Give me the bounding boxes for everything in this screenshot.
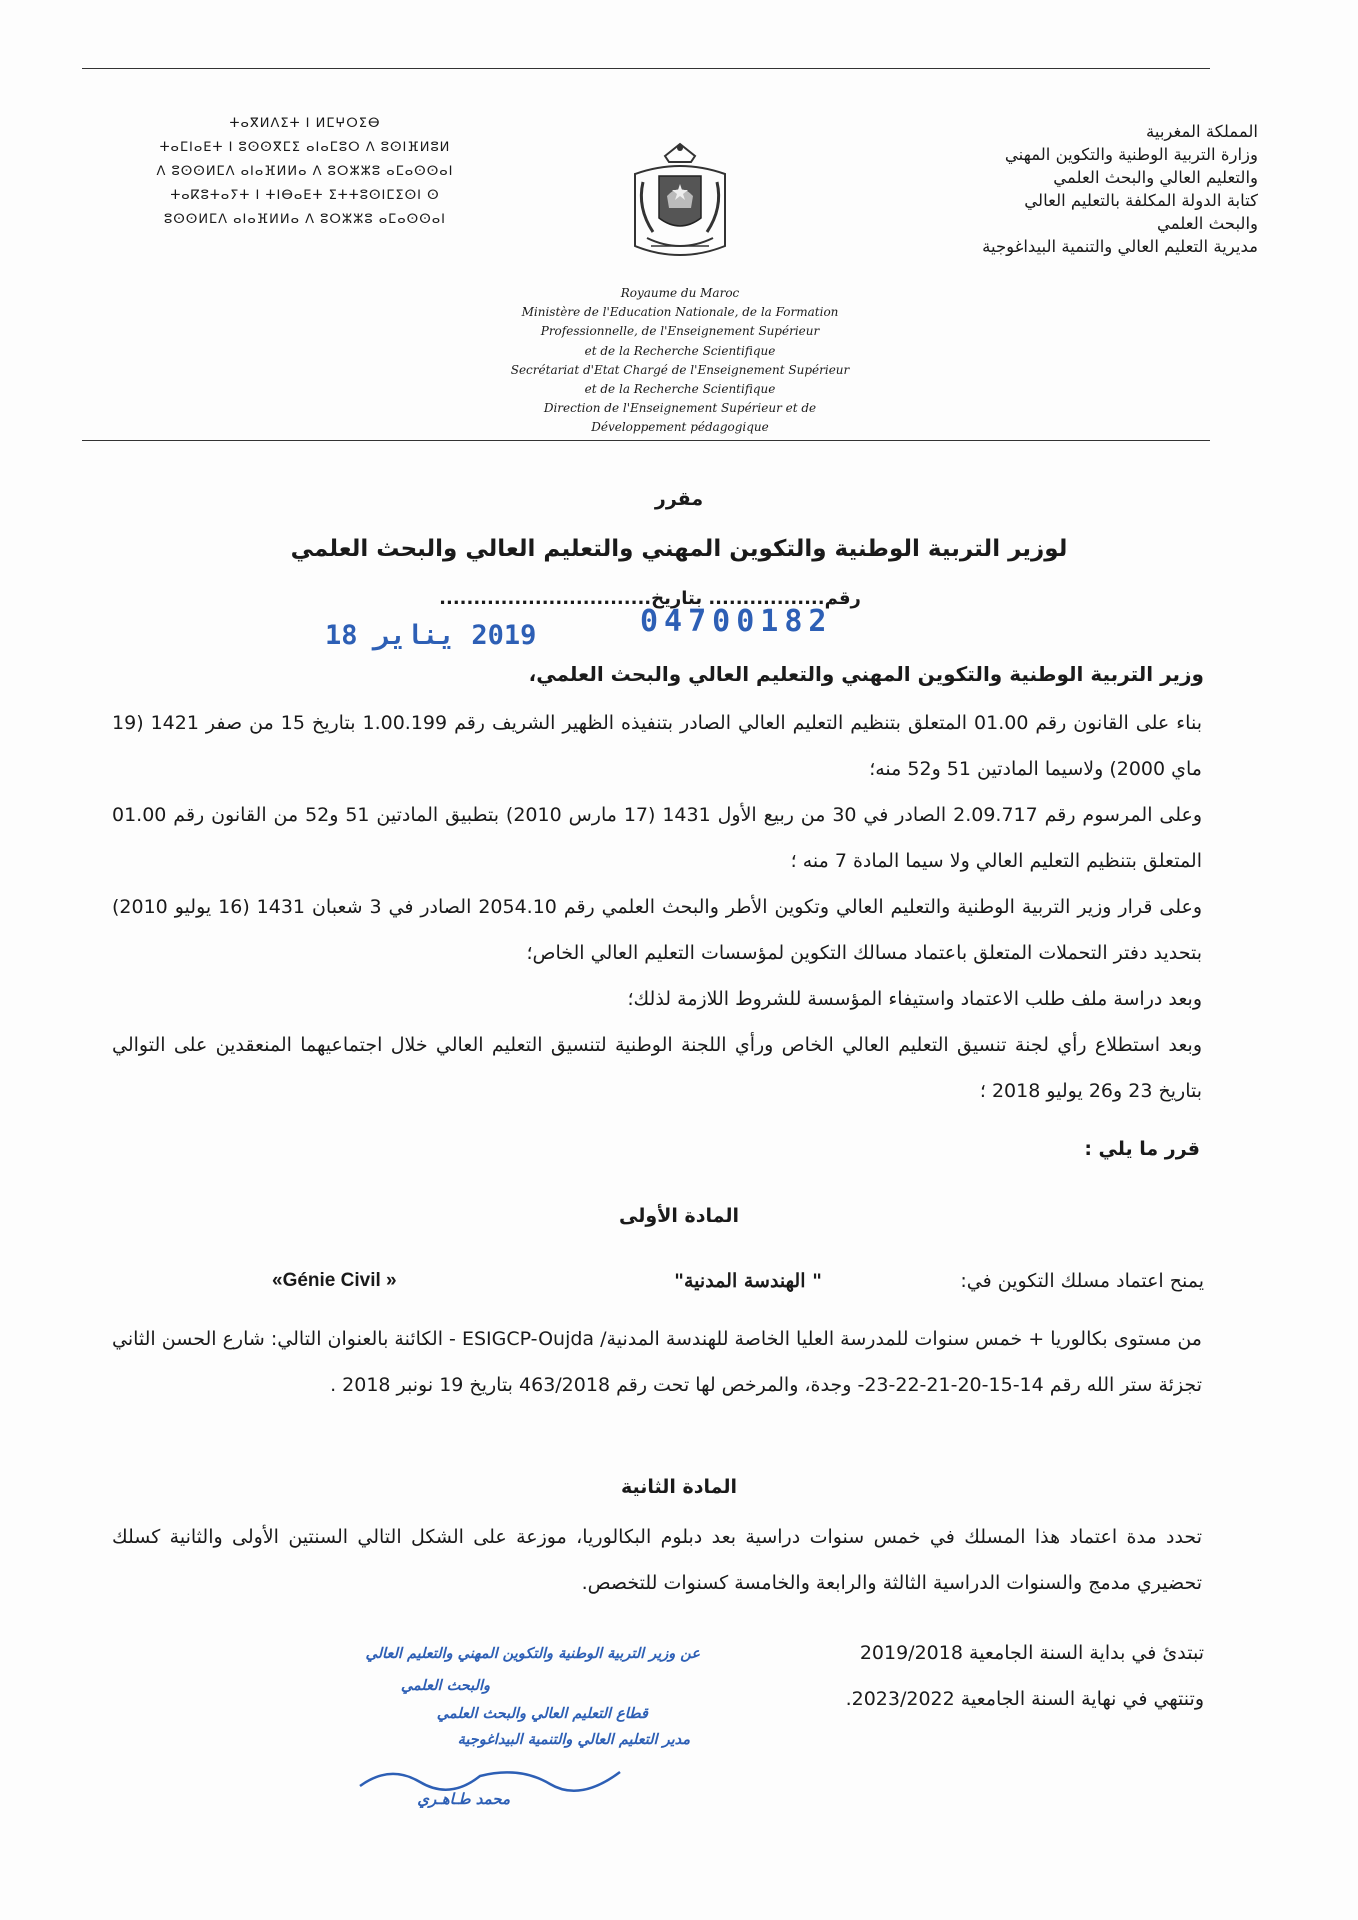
header-tifinagh-line: ⵓⵙⵙⵍⵎⴷ ⴰⵏⴰⴼⵍⵍⴰ ⴷ ⵓⵔⵣⵣⵓ ⴰⵎⴰⵙⵙⴰⵏ (164, 212, 446, 227)
preamble-paragraph: وعلى قرار وزير التربية الوطنية والتعليم العالي وتكوين الأطر والبحث العلمي رقم 2054.10 الصادر في 3 شعبان 1431 (16 يوليو 2010) بتحديد دفتر التحملات المتعلق باعتماد مسالك التكوين لمؤسسات التعليم العالي الخاص؛ (112, 896, 1203, 964)
header-fr-line: Professionnelle, de l'Enseignement Supérieur (540, 324, 820, 339)
stamp-number: 04700182 (640, 604, 833, 639)
signature-line: قطاع التعليم العالي والبحث العلمي (436, 1706, 648, 1722)
signature-line: مدير التعليم العالي والتنمية البيداغوجية (457, 1732, 690, 1748)
preamble (112, 700, 1202, 1114)
header-fr-line: Développement pédagogique (591, 420, 769, 435)
header-ar-line: والتعليم العالي والبحث العلمي (1053, 168, 1258, 187)
header-tifinagh (150, 112, 460, 232)
preamble-paragraph: وبعد دراسة ملف طلب الاعتماد واستيفاء المؤسسة للشروط اللازمة لذلك؛ (627, 988, 1202, 1010)
header-fr-line: Royaume du Maroc (620, 286, 740, 300)
number-date-line: رقم................. بتاريخ............................... (439, 588, 861, 609)
coat-of-arms-emblem (625, 138, 735, 268)
header-ar-line: والبحث العلمي (1157, 214, 1258, 233)
header-ar-line: مديرية التعليم العالي والتنمية البيداغوجية (982, 237, 1258, 256)
program-name-fr: «Génie Civil » (272, 1270, 397, 1291)
article-2-text: تحدد مدة اعتماد هذا المسلك في خمس سنوات دراسية بعد دبلوم البكالوريا، موزعة على الشكل التالي السنتين الأولى والثانية كسلك تحضيري مدمج والسنوات الدراسية الثالثة والرابعة والخامسة كسنوات للتخصص. (112, 1526, 1202, 1594)
preamble-paragraph: وبعد استطلاع رأي لجنة تنسيق التعليم العالي الخاص ورأي اللجنة الوطنية لتنسيق التعليم العالي خلال اجتماعيهما المنعقدين على التوالي بتاريخ 23 و26 يوليو 2018 ؛ (112, 1034, 1202, 1102)
article-1-body (112, 1316, 1202, 1408)
article-1-title: المادة الأولى (619, 1205, 739, 1227)
preamble-paragraph: بناء على القانون رقم 01.00 المتعلق بتنظيم التعليم العالي الصادر بتنفيذه الظهير الشريف رقم 1.00.199 بتاريخ 15 من صفر 1421 (19 ماي 2000) ولاسيما المادتين 51 و52 منه؛ (112, 712, 1202, 780)
header-arabic (928, 120, 1258, 258)
header-ar-line: المملكة المغربية (1146, 122, 1258, 141)
header-fr-line: et de la Recherche Scientifique (584, 343, 776, 358)
program-name-ar: " الهندسة المدنية" (674, 1270, 822, 1292)
decree-title: مقرر (654, 488, 704, 510)
signatory-name: محمد طـاهـري (417, 1790, 510, 1808)
header-tifinagh-line: ⴷ ⵓⵙⵙⵍⵎⴷ ⴰⵏⴰⴼⵍⵍⴰ ⴷ ⵓⵔⵣⵣⵓ ⴰⵎⴰⵙⵙⴰⵏ (156, 164, 454, 179)
article-2-body (112, 1514, 1202, 1606)
header-ar-line: كتابة الدولة المكلفة بالتعليم العالي (1024, 191, 1258, 210)
header-fr-line: et de la Recherche Scientifique (584, 382, 776, 397)
signature-line: عن وزير التربية الوطنية والتكوين المهني والتعليم العالي (365, 1646, 700, 1662)
header-tifinagh-line: ⵜⴰⴽⵓⵜⴰⵢⵜ ⵏ ⵜⵏⴱⴰⴹⵜ ⵉⵜⵜⵓⵙⵏⵎⵉⵙⵏ ⵙ (170, 188, 440, 203)
article-2-title: المادة الثانية (620, 1476, 738, 1498)
header-fr-line: Secrétariat d'Etat Chargé de l'Enseignement Supérieur (510, 362, 850, 377)
header-rule (82, 440, 1210, 441)
top-rule (82, 68, 1210, 69)
header-tifinagh-line: ⵜⴰⵎⵏⴰⴹⵜ ⵏ ⵓⵙⵙⴳⵎⵉ ⴰⵏⴰⵎⵓⵔ ⴷ ⵓⵙⵏⴼⵍⵓⵍ (159, 140, 451, 155)
grant-prefix: يمنح اعتماد مسلك التكوين في: (960, 1270, 1204, 1292)
header-french (490, 284, 870, 438)
grant-line (112, 1270, 1204, 1310)
signature-stamp (240, 1640, 700, 1830)
header-tifinagh-line: ⵜⴰⴳⵍⴷⵉⵜ ⵏ ⵍⵎⵖⵔⵉⴱ (229, 116, 381, 131)
header-ar-line: وزارة التربية الوطنية والتكوين المهني (1004, 145, 1258, 164)
stamp-date: 2019 يناير 18 (325, 620, 537, 651)
end-date-line: وتنتهي في نهاية السنة الجامعية 2023/2022. (845, 1688, 1204, 1710)
minister-line: وزير التربية الوطنية والتكوين المهني والتعليم العالي والبحث العلمي، (528, 662, 1204, 686)
decree-subtitle: لوزير التربية الوطنية والتكوين المهني والتعليم العالي والبحث العلمي (290, 536, 1068, 562)
validity-dates (630, 1630, 1204, 1722)
article-1-text: من مستوى بكالوريا + خمس سنوات للمدرسة العليا الخاصة للهندسة المدنية/ ESIGCP-Oujda - الكائنة بالعنوان التالي: شارع الحسن الثاني تجزئة ستر الله رقم 14-15-20-21-22-23- وجدة، والمرخص لها تحت رقم 463/2018 بتاريخ 19 نونبر 2018 . (112, 1328, 1202, 1396)
decides-heading: قرر ما يلي : (1084, 1138, 1200, 1160)
header-fr-line: Ministère de l'Education Nationale, de la Formation (521, 305, 839, 320)
header-fr-line: Direction de l'Enseignement Supérieur et de (543, 401, 817, 416)
start-date-line: تبتدئ في بداية السنة الجامعية 2019/2018 (859, 1642, 1204, 1664)
signature-line: والبحث العلمي (400, 1678, 490, 1694)
preamble-paragraph: وعلى المرسوم رقم 2.09.717 الصادر في 30 من ربيع الأول 1431 (17 مارس 2010) بتطبيق المادتين 51 و52 من القانون رقم 01.00 المتعلق بتنظيم التعليم العالي ولا سيما المادة 7 منه ؛ (112, 804, 1203, 872)
